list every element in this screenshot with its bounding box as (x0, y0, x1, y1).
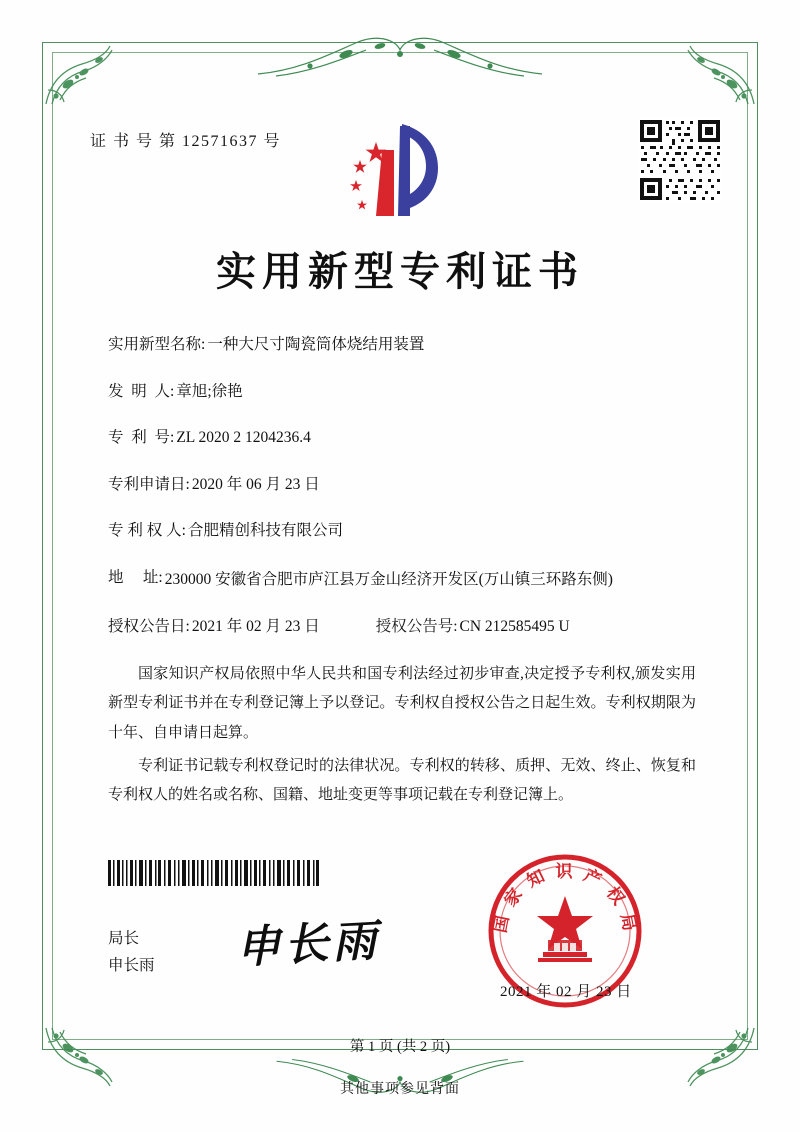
seal-date: 2021 年 02 月 23 日 (500, 984, 632, 1000)
legal-text (108, 660, 696, 814)
handwritten-signature: 申长雨 (234, 915, 382, 974)
announcement-number-value: CN 212585495 U (459, 618, 570, 636)
announcement-date-label: 授权公告日: (108, 618, 190, 636)
top-center-ornament-icon (250, 34, 550, 80)
director-name: 申长雨 (108, 957, 155, 975)
field-value: 章旭;徐艳 (176, 382, 243, 400)
certificate-number: 证 书 号 第 12571637 号 (90, 133, 282, 150)
field-label: 发 明 人: (108, 382, 175, 400)
field-value: 2020 年 06 月 23 日 (191, 475, 320, 493)
corner-ornament-icon (678, 44, 756, 106)
field-label: 专 利 权 人: (108, 522, 186, 540)
field-label: 地 址: (108, 568, 163, 586)
paragraph-registry: 专利证书记载专利权登记时的法律状况。专利权的转移、质押、无效、终止、恢复和专利权人的姓名或名称、国籍、地址变更等事项记载在专利登记簿上。 (108, 757, 696, 803)
announcement-date-value: 2021 年 02 月 23 日 (191, 618, 320, 636)
field-row-application-date (108, 473, 698, 497)
field-row-announcement (108, 615, 698, 639)
field-value: 合肥精创科技有限公司 (187, 522, 343, 540)
svg-text:国 家 知 识 产 权 局: 国 家 知 识 产 权 局 (490, 862, 640, 935)
field-row-address (108, 566, 698, 593)
field-label: 实用新型名称: (108, 336, 206, 353)
field-label: 专利申请日: (108, 475, 190, 493)
field-row-inventor (108, 380, 698, 404)
director-title: 局长 (108, 930, 140, 947)
footer-note: 其他事项参见背面 (340, 1082, 460, 1097)
field-row-utility-model-name (108, 333, 698, 357)
field-value: 一种大尺寸陶瓷筒体烧结用装置 (207, 336, 425, 353)
field-row-patentee (108, 519, 698, 543)
corner-ornament-icon (44, 44, 122, 106)
field-value: ZL 2020 2 1204236.4 (176, 429, 311, 447)
signature-block (108, 925, 155, 979)
paragraph-grant: 国家知识产权局依照中华人民共和国专利法经过初步审查,决定授予专利权,颁发实用新型专利证书并在专利登记簿上予以登记。专利权自授权公告之日起生效。专利权期限为十年、自申请日起算。 (108, 666, 696, 741)
page-title: 实用新型专利证书 (216, 248, 584, 295)
cnipa-logo-icon (340, 116, 460, 226)
page-number: 第 1 页 (共 2 页) (349, 1039, 451, 1055)
field-row-patent-number (108, 426, 698, 450)
field-label: 专 利 号: (108, 429, 175, 447)
barcode-icon (108, 860, 320, 886)
field-value: 230000 安徽省合肥市庐江县万金山经济开发区(万山镇三环路东侧) (164, 570, 613, 588)
certificate-fields (108, 333, 698, 649)
announcement-number-label: 授权公告号: (375, 618, 458, 636)
qr-code-icon (638, 118, 722, 202)
